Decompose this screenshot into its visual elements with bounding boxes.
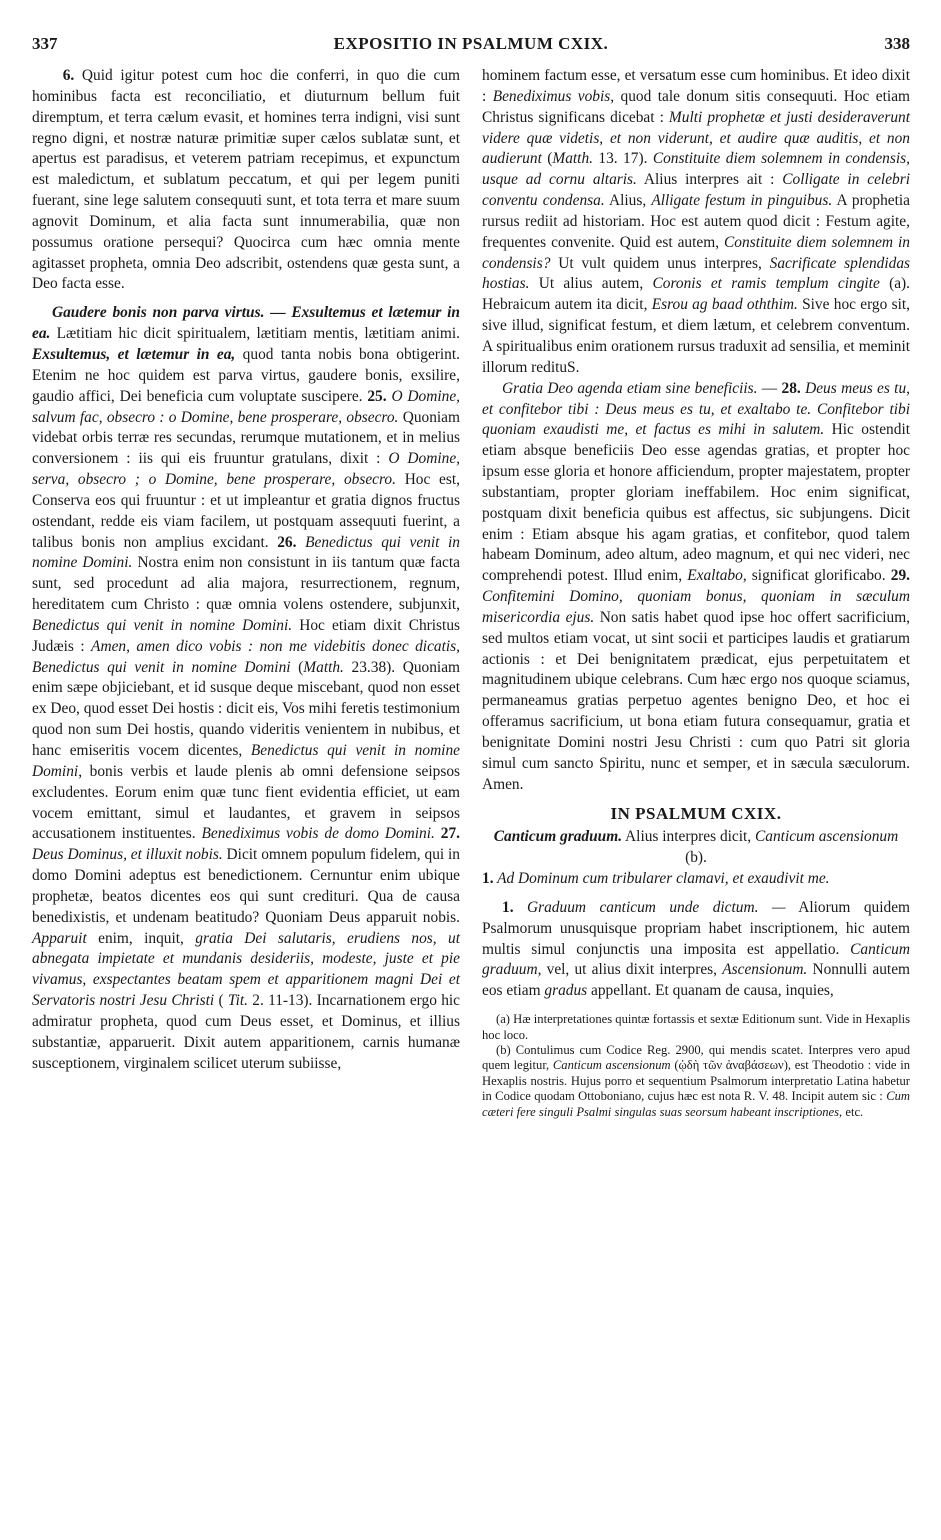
verse-number: 25. [367,387,387,405]
text-run: Hic ostendit etiam absque beneficiis Deo esse agendas gratias, et propter hoc ipsum esse gloria et honore afficiendum, propter majestatem, propter substantiam, propter gloriam ineffabilem. Hoc enim significat, postquam dixit beneficia quibus est affectus, sic subjungens. Dicit enim : Etiam absque his agam gratias, et confitebor, quod talem habeam Dominum, adeo altum, adeo magnum, et qui nec videri, nec comprehendi potest. Illud enim, [482,421,911,585]
verse-number: 28. [781,379,801,397]
paragraph-gratia [482,379,910,796]
text-run: Aliorum quidem Psalmorum unusquisque propriam habet inscriptionem, hic autem multis simul conjunctis una imposita est appellatio. [482,898,910,958]
text-run: appellant. Et quanam de causa, inquies, [587,982,834,1000]
text-run: (b) Contulimus cum Codice Reg. 2900, qui mendis scatet. Interpres vero apud quem legitur, [482,1042,910,1073]
running-title: EXPOSITIO IN PSALMUM CXIX. [333,34,609,53]
text-run: etc. [842,1104,864,1119]
text-run: Lætitiam hic dicit spiritualem, lætitiam mentis, lætitiam animi. [50,325,460,343]
quote-run: Constituite diem solemnem in condensis? [482,233,910,272]
text-run: , quod tale donum sitis consequuti. Hoc etiam Christus significans dicebat : [482,87,910,126]
quote-run: Canticum graduum, [482,940,910,979]
text-run: Ut vult quidem unus interpres, [550,254,770,272]
quote-run: Apparuit [32,929,87,947]
quote-run: Deus Dominus, et illuxit nobis. [32,846,223,864]
text-run: — [757,379,782,397]
text-run: ( [541,150,553,168]
paragraph-continuation [482,66,910,379]
left-column [32,66,460,1075]
text-run: Hoc est, Conserva eos qui fruuntur : et ut impleantur et gratia dignos fructus ostendant, redde eis viam facilem, ut postquam assequuti fuerint, a talibus bonis non amplius excidant. [32,471,460,551]
text-run: ( [290,658,304,676]
text-run: Sive hoc ergo sit, sive illud, significat festum, et diem lætum, et celebrem conventum. A spiritualibus enim orationem rursus traduxit ad sensilia, et meminit illorum redituS. [482,296,910,376]
page-number-right: 338 [884,34,910,53]
psalm-subtitle [482,827,910,869]
quote-run: Canticum graduum. [493,828,623,846]
footnote-b [482,1043,910,1120]
paragraph-graduum [482,898,910,1002]
quote-run: Canticum ascensionum [755,828,899,846]
quote-run: Ascensionum. [722,961,808,979]
quote-run: Amen, amen dico vobis : non me videbitis donec dicatis, Benedictus qui venit in nomine Domini [32,637,461,676]
quote-run: Sacrificate splendidas hostias. [482,254,910,293]
text-run: , significat glorificabo. [742,567,891,585]
text-run: ( [214,992,228,1010]
text-run: (a). Hebraicum autem ita dicit, [482,275,910,314]
verse-number: 26. [277,533,297,551]
quote-run: Benedictus qui venit in nomine Domini. [32,616,293,634]
quote-run: Ad Dominum cum tribularer clamavi, et exaudivit me. [493,870,830,888]
text-run: Nostra enim non consistunt in iis tantum quæ facta sunt, sed procedunt ad alia majora, resurrectionem, regnum, hereditatem cum Christo : quæ omnia volens ostendere, subjunxit, [32,554,460,614]
text-run: quod tanta nobis bona obtigerint. Etenim ne hoc quidem est parva virtus, gaudere bonis, exsilire, gaudio affici, Dei beneficia cum voluptate suscipere. [32,345,460,405]
psalm-title: IN PSALMUM CXIX. [610,803,782,823]
quote-run: Cum cæteri fere singuli Psalmi singulas suas seorsum habeant inscriptiones, [482,1089,910,1119]
text-run: hominem factum esse, et versatum esse cum hominibus. Et ideo dixit : [482,67,910,105]
verse-number: 1. [482,870,494,888]
quote-run: Confitemini Domino, quoniam bonus, quoniam in sæculum misericordia ejus. [482,588,910,626]
paragraph-6 [32,66,460,295]
quote-run: Multi prophetæ et justi desideraverunt videre quæ videtis, et non viderunt, et audire quæ auditis, et non audierunt [482,108,910,168]
quote-run: Esrou ag baad oththim. [651,296,798,314]
quote-run: Benediximus vobis de domo Domini. [201,825,435,843]
text-run: 2. 11-13). Incarnationem ergo hic admiratur propheta, quod cum Deus esset, et Dominus, et illius substantiæ, apparuerit. Dixit autem apparitionem, carnis humanæ susceptionem, virginalem scilicet uterum subiisse, [32,992,460,1072]
text-run: , bonis verbis et laude plenis ab omni defensione seipsos excludentes. Eorum enim quæ tunc fient evidentia efficiet, ut eam vocem emittant, simul et laudantes, et gravem in seipsos accusationem instituentes. [32,762,460,843]
quote-run: O Domine, salvum fac, obsecro : o Domine, bene prosperare, obsecro. [32,387,460,426]
verse-number: 29. [890,567,910,585]
reference-run: Matth. [303,658,344,676]
quote-run: Exsultemus, et lætemur in ea, [32,345,236,363]
reference-run: Matth. [552,150,594,168]
quote-run: Deus meus es tu, et confitebor tibi : Deus meus es tu, et exaltabo te. Confitebor tibi quoniam exaudisti me, et factus es mihi in salutem. [482,379,911,439]
text-run: Nonnulli autem eos etiam [482,961,911,1000]
running-header [32,34,910,56]
quote-run: Canticum ascensionum [552,1058,671,1073]
reference-run: Tit. [227,992,248,1010]
text-run: 13. 17). [593,150,653,168]
quote-run: Alligate festum in pinguibus. [651,192,833,210]
quote-run: Benedictus qui venit in nomine Domini. [32,533,460,572]
verse-1 [482,869,910,890]
footnote-a: (a) Hæ interpretationes quintæ fortassis et sextæ Editionum sunt. Vide in Hexaplis hoc loco. [482,1012,910,1042]
section-heading: Gaudere bonis non parva virtus. — Exsultemus et lætemur in ea. [32,304,460,343]
text-run: Hoc etiam dixit Christus Judæis : [32,616,461,655]
section-number: 1. [502,898,514,916]
quote-run: Colligate in celebri conventu condensa. [482,171,911,210]
section-number: 6. [62,67,75,84]
text-run: Ut alius autem, [529,275,653,293]
text-run: (ᾠδὴ τῶν ἀναβάσεων), est Theodotio : vide in Hexaplis nostris. Hujus porro et sequentium Psalmorum interpretatio Latina habetur in Codice quodam Ottoboniano, cujus hæc est nota R. V. 48. Incipit autem sic : [482,1058,911,1104]
text-run: Non satis habet quod ipse hoc offert sacrificium, sed multos etiam vocat, ut sint socii et participes laudis et gratiarum actionis : et Dei benignitatem prædicat, ejus perpetuitatem et magnitudinem ubique celebrans. Cum hæc ergo nos quoque sciamus, permaneamus gratias perpetuo agentes benigno Deo, et hoc ei offeramus sacrificium, ut bona etiam futura consequamur, gratia et benignitate Domini nostri Jesu Christi : cum quo Patri sit gloria simul cum sancto Spiritu, nunc et semper, et in sæcula sæculorum. Amen. [482,608,911,793]
quote-run: Exaltabo [687,567,743,585]
quote-run: Coronis et ramis templum cingite [652,275,880,293]
section-heading: Gratia Deo agenda etiam sine beneficiis. [502,379,758,397]
section-heading: Graduum canticum unde dictum. — [513,898,786,916]
quote-run: Constituite diem solemnem in condensis, usque ad cornu altaris. [482,150,910,189]
paragraph-text: Quid igitur potest cum hoc die conferri, in quo die cum hominibus facta est reconciliatio, et diuturnum bellum fuit diremptum, et terra cælum evasit, et homines terra indigni, visi sunt regno digni, et nostræ naturæ primitiæ super cælos sublatæ sunt, et apertus est paradisus, et veterem patriam recepimus, et expunctum est maledictum, et sublatum peccatum, et qui per legem puniti fuerant, sine lege salutem consequuti sunt, et tota terra et mare suum agnovit Dominum, et alia facta sunt innumerabilia, quæ non possumus oratione persequi? Quocirca cum hæc omnia mente agitasset propheta, omnia Deo adscribit, ostendens quæ gesta sunt, a Deo facta esse. [32,67,460,293]
text-run: enim, inquit, [86,929,196,947]
text-run: Alius interpres dicit, [622,828,756,846]
text-run: Dicit omnem populum fidelem, qui in domo Domini adeptus est benedictionem. Cernuntur enim ubique prophetæ, beatos dicentes eos qui sunt crediturі. Qua de causa benedixistis, et undenam beatitudo? Quoniam Deus apparuit nobis. [32,846,460,926]
text-run: Quoniam videbat orbis terræ res secundas, rerumque mutationem, et in melius conversionem : iis qui eis fruuntur gratulans, dixit : [32,408,460,468]
footnotes [482,1012,910,1120]
quote-run: Benediximus vobis [492,87,611,105]
quote-run: Benedictus qui venit in nomine Domini [32,742,460,780]
text-run: (b). [685,849,707,867]
right-column [482,66,910,1120]
quote-run: O Domine, serva, obsecro ; o Domine, bene prosperare, obsecro. [32,450,460,489]
text-run: Alius, [604,192,652,210]
verse-number: 27. [434,825,461,843]
text-run: 23.38). Quoniam enim sæpe objiciebant, et id susque deque miscebant, quod non esset ex Deo, quod esset Dei hostis : dicit eis, Vos mihi feretis testimonium quod non sum Dei hostis, quando videritis venientem in nubibus, et hanc emiseritis vocem dicentes, [32,658,461,759]
paragraph-gaudere [32,303,460,1074]
page-number-left: 337 [32,34,58,53]
text-run: vel, ut alius dixit interpres, [541,961,723,979]
text-run: A prophetia rursus rediit ad historiam. Hoc est autem quod dicit : Festum agite, frequentes convenite. Quid est autem, [482,192,911,251]
quote-run: gratia Dei salutaris, erudiens nos, ut abnegata impietate et mundanis desideriis, modeste, juste et pie vivamus, exspectantes beatam spem et apparitionem magni Dei et Servatoris nostri Jesu Christi [32,929,460,1010]
quote-run: gradus [544,982,588,1000]
text-run: Alius interpres ait : [636,171,783,189]
